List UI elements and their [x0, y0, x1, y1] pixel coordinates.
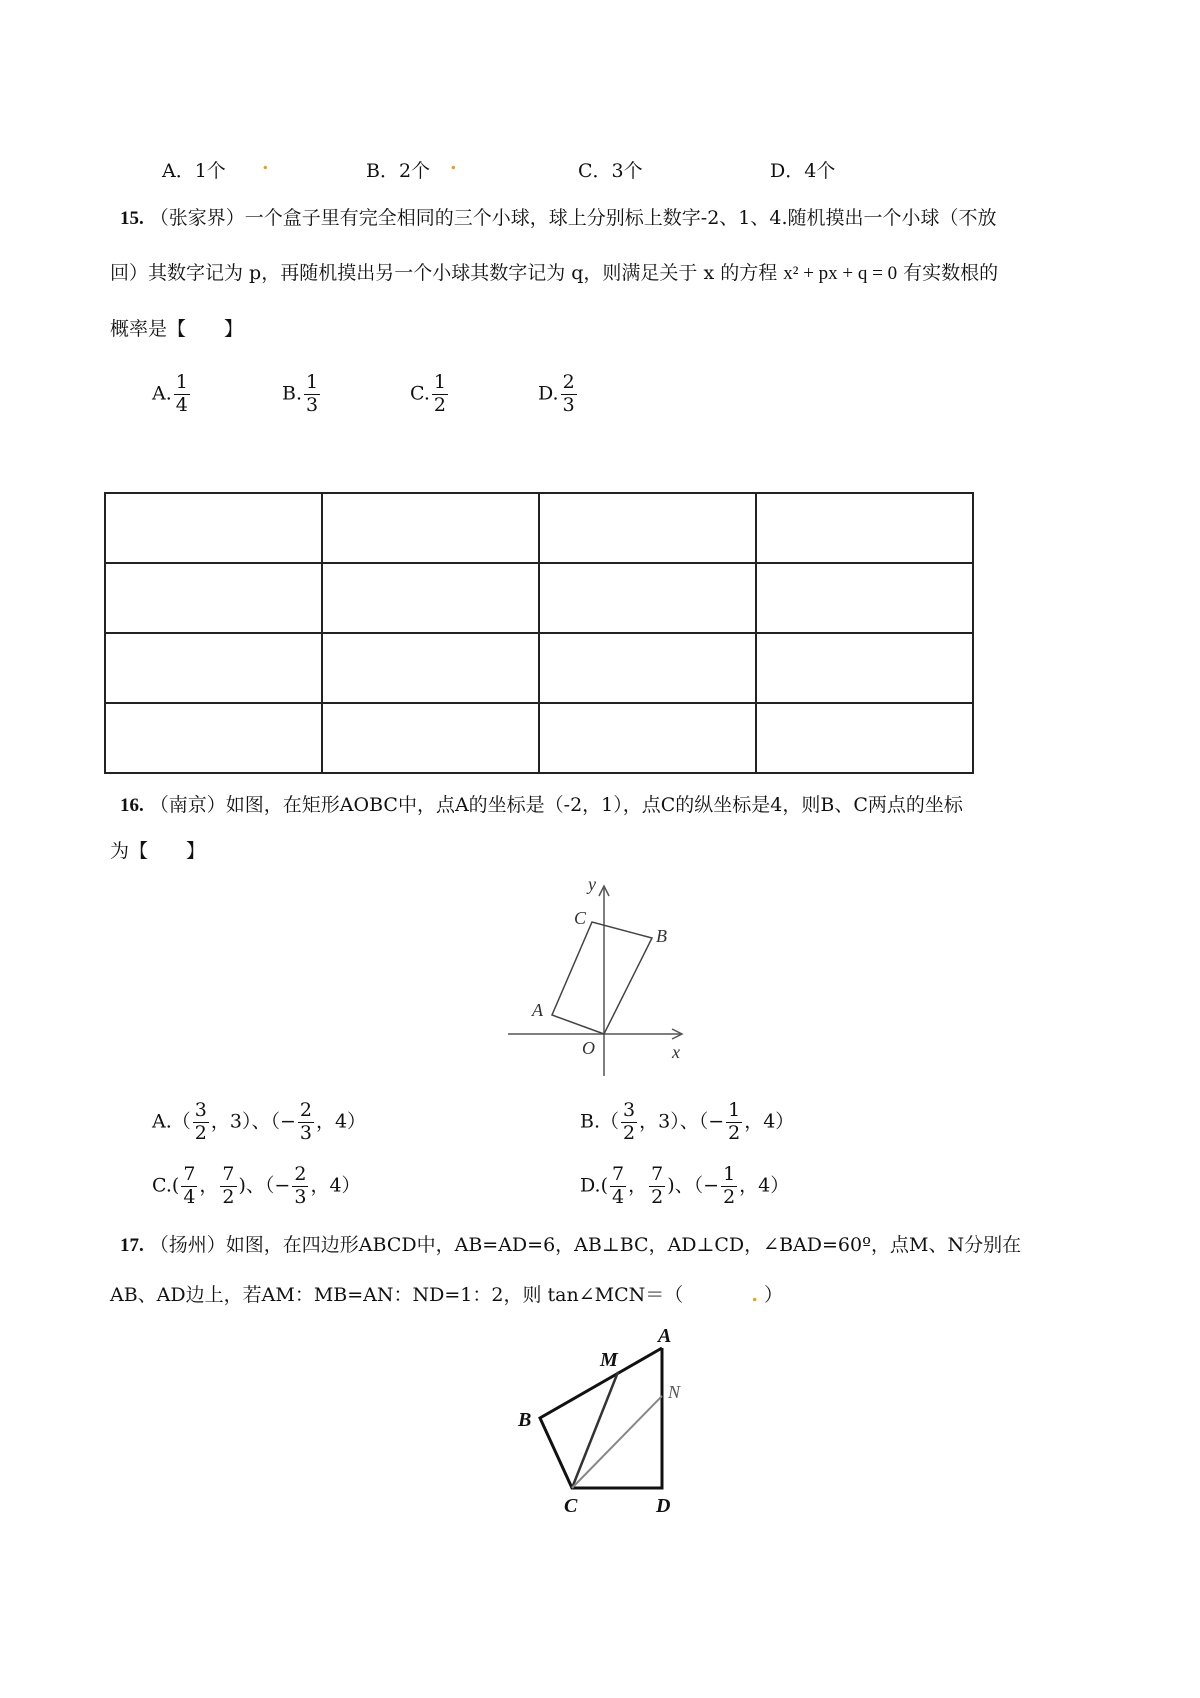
- table-cell: [105, 493, 322, 563]
- q14-mark-2: .: [450, 152, 457, 174]
- table-cell: [105, 563, 322, 633]
- q17-line-1: [120, 1230, 1021, 1257]
- q14-option-d: D．4个: [770, 160, 836, 182]
- q16-option-b: B.（ $\frac{3}{2}$ ，3）、（− $\frac{1}{2}$ ，4）: [580, 1099, 795, 1144]
- table-row: [105, 633, 973, 703]
- table-cell: [756, 633, 973, 703]
- q16-label-y: y: [588, 880, 596, 894]
- q16-label-c: C: [574, 908, 587, 928]
- q15-line-1: [120, 203, 997, 230]
- table-row: [105, 563, 973, 633]
- q16-label-o: O: [582, 1038, 595, 1058]
- table-cell: [756, 493, 973, 563]
- table-cell: [105, 633, 322, 703]
- q16-line-1: [120, 790, 963, 817]
- q15-number: 15.: [120, 208, 144, 229]
- q16-figure: [508, 880, 698, 1080]
- q16-label-a: A: [532, 1000, 543, 1020]
- q15-option-c: C. $\frac{1}{2}$: [410, 371, 446, 416]
- q16-option-c: C.( $\frac{7}{4}$ ， $\frac{7}{2}$ )、（− $\frac{2}{3}$ ，4）: [152, 1163, 361, 1208]
- q17-label-m: M: [600, 1349, 618, 1371]
- q17-text-2: AB、AD边上，若AM：MB=AN：ND=1：2，则 tan∠MCN＝（: [110, 1284, 684, 1306]
- table-cell: [539, 493, 756, 563]
- q17-label-c: C: [564, 1495, 578, 1517]
- q16-label-x: x: [672, 1042, 680, 1062]
- q15-text-1: （张家界）一个盒子里有完全相同的三个小球，球上分别标上数字-2、1、4.随机摸出一个小球（不放: [149, 207, 997, 229]
- q17-label-a: A: [658, 1325, 672, 1347]
- q15-text-2b: 有实数根的: [903, 262, 999, 284]
- q17-mark: .: [751, 1284, 758, 1306]
- table-cell: [539, 563, 756, 633]
- q16-text-1: （南京）如图，在矩形AOBC中，点A的坐标是（-2，1），点C的纵坐标是4，则B、C两点的坐标: [149, 794, 963, 816]
- q15-line-3: 概率是【 】: [110, 318, 244, 340]
- table-cell: [756, 563, 973, 633]
- q15-option-d: D. $\frac{2}{3}$: [538, 371, 575, 416]
- q17-line-2: [110, 1280, 783, 1307]
- table-cell: [322, 633, 539, 703]
- q17-number: 17.: [120, 1235, 144, 1256]
- table-row: [105, 703, 973, 773]
- q14-option-a: A．1个: [162, 160, 226, 182]
- q17-text-2-end: ）: [764, 1284, 784, 1306]
- table-row: [105, 493, 973, 563]
- q14-option-b: B．2个: [366, 160, 431, 182]
- q14-option-c: C．3个: [578, 160, 643, 182]
- table-cell: [322, 563, 539, 633]
- q17-label-d: D: [656, 1495, 671, 1517]
- q15-text-2a: 回）其数字记为 p，再随机摸出另一个小球其数字记为 q，则满足关于 x 的方程: [110, 262, 778, 284]
- q14-mark-1: .: [262, 152, 269, 174]
- q17-text-1: （扬州）如图，在四边形ABCD中，AB=AD=6，AB⊥BC，AD⊥CD，∠BAD=60º，点M、N分别在: [149, 1234, 1022, 1256]
- q15-equation: x² + px + q = 0: [783, 263, 898, 284]
- q17-label-b: B: [518, 1409, 532, 1431]
- q15-option-a: A. $\frac{1}{4}$: [152, 371, 188, 416]
- q17-figure: [510, 1320, 710, 1520]
- table-cell: [105, 703, 322, 773]
- q16-label-b: B: [656, 926, 667, 946]
- empty-grid-table: [104, 492, 974, 774]
- q15-option-b: B. $\frac{1}{3}$: [282, 371, 319, 416]
- table-cell: [539, 633, 756, 703]
- q16-number: 16.: [120, 795, 144, 816]
- table-cell: [539, 703, 756, 773]
- q17-label-n: N: [668, 1382, 681, 1402]
- table-cell: [322, 703, 539, 773]
- q16-option-d: D.( $\frac{7}{4}$ ， $\frac{7}{2}$ )、（− $\frac{1}{2}$ ，4）: [580, 1163, 790, 1208]
- q15-line-2: [110, 258, 998, 285]
- table-cell: [756, 703, 973, 773]
- table-cell: [322, 493, 539, 563]
- q16-line-2: 为【 】: [110, 840, 206, 862]
- q16-option-a: A.（ $\frac{3}{2}$ ，3）、（− $\frac{2}{3}$ ，4）: [152, 1099, 367, 1144]
